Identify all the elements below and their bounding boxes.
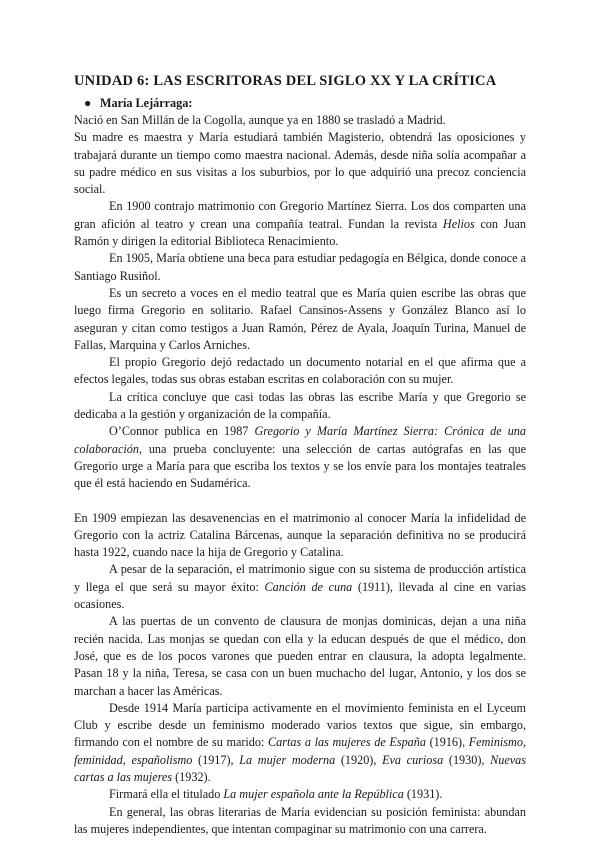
- title-italic: Eva curiosa: [382, 752, 444, 767]
- paragraph-text: Es un secreto a voces en el medio teatral que es María quien escribe las obras que luego firma Gregorio en solitario. Rafael Cansinos-Assens y González Blanco así lo aseguran y citan como testigos a Juan Ramón, Pérez de Ayala, Joaquín Turina, Manuel de Fallas, Marquina y Carlos Arniches.: [74, 285, 526, 352]
- paragraph-text: (1917),: [192, 752, 240, 767]
- document-page: [74, 72, 526, 838]
- paragraph-text: (1920),: [335, 752, 383, 767]
- paragraph-text: Desde 1914 María participa activamente en el movimiento feminista en el Lyceum Club y escribe desde un feminismo moderado varios textos que sigue, sin embargo, firmando con el nombre de su marido:: [74, 700, 526, 750]
- paragraph: [74, 786, 526, 803]
- page-title: UNIDAD 6: LAS ESCRITORAS DEL SIGLO XX Y LA CRÍTICA: [74, 73, 497, 89]
- paragraph-text: En 1909 empiezan las desavenencias en el matrimonio al conocer María la infidelidad de Gregorio con la actriz Catalina Bárcenas, aunque la separación definitiva no se producirá hasta 1922, cuando nace la hija de Gregorio y Catalina.: [74, 510, 526, 560]
- bullet-dot-icon: ●: [84, 96, 92, 110]
- paragraph: [74, 129, 526, 198]
- bullet-item: [84, 95, 526, 112]
- paragraph-text: Nació en San Millán de la Cogolla, aunque ya en 1880 se trasladó a Madrid.: [74, 113, 446, 127]
- paragraph-text: (1916),: [425, 735, 469, 750]
- paragraph-text: El propio Gregorio dejó redactado un documento notarial en el que afirma que a efectos legales, todas sus obras estaban escritas en colaboración con su mujer.: [74, 355, 526, 387]
- paragraph: [74, 198, 526, 250]
- paragraph-text: Su madre es maestra y María estudiará también Magisterio, obtendrá las oposiciones y trabajará durante un tiempo como maestra nacional. Además, desde niña solía acompañar a su padre médico en sus visitas a los suburbios, por lo que adquirió una precoz conciencia social.: [74, 130, 526, 197]
- paragraph-text: En 1905, María obtiene una beca para estudiar pedagogía en Bélgica, donde conoce a Santiago Rusiñol.: [74, 251, 526, 283]
- paragraph: [74, 285, 526, 354]
- paragraph-text: A las puertas de un convento de clausura de monjas dominicas, dejan a una niña recién nacida. Las monjas se quedan con ella y la educan después de que el médico, don José, que es de los pocos varones que pueden entrar en clausura, la adopta legalmente. Pasan 18 y la niña, Teresa, se casa con un buen muchacho del lugar, Antonio, y los dos se marchan a hacer las Américas.: [74, 614, 526, 698]
- section-biography: [74, 112, 526, 493]
- title-italic: Helios: [442, 216, 475, 231]
- paragraph-text: (1932).: [172, 769, 211, 784]
- paragraph: [74, 613, 526, 699]
- paragraph: [74, 561, 526, 613]
- paragraph: [74, 389, 526, 424]
- paragraph-text: La crítica concluye que casi todas las obras las escribe María y que Gregorio se dedicaba a la gestión y organización de la compañía.: [74, 389, 526, 422]
- paragraph: [74, 700, 526, 786]
- paragraph-text: (1930),: [443, 752, 491, 767]
- title-italic: Cartas a las mujeres de España: [268, 735, 426, 750]
- paragraph-text: A pesar de la separación, el matrimonio sigue con su sistema de producción artística y llega el que será su mayor éxito:: [74, 562, 526, 594]
- section-works: [74, 510, 526, 839]
- paragraph-text: O’Connor publica en 1987: [109, 424, 255, 439]
- paragraph-text: (1911), llevada al cine en varias ocasiones.: [74, 579, 526, 612]
- paragraph: [74, 804, 526, 839]
- paragraph: [74, 354, 526, 389]
- paragraph-text: En general, las obras literarias de María evidencian su posición feminista: abundan las mujeres independientes, que intentan compaginar su matrimonio con una carrera.: [74, 804, 526, 836]
- paragraph-text: con Juan Ramón y dirigen la editorial Biblioteca Renacimiento.: [74, 216, 526, 249]
- paragraph: [74, 510, 526, 562]
- title-italic: Canción de cuna: [264, 579, 353, 594]
- title-italic: Nuevas cartas a las mujeres: [74, 752, 526, 784]
- title-italic: La mujer moderna: [239, 752, 336, 767]
- paragraph: [74, 112, 526, 129]
- section-gap: [74, 493, 526, 510]
- paragraph-text: Firmará ella el titulado: [109, 787, 224, 802]
- title-italic: La mujer española ante la República: [223, 787, 404, 802]
- paragraph-text: (1931).: [403, 787, 443, 802]
- paragraph-text: , una prueba concluyente: una selección de cartas autógrafas en las que Gregorio urge a María para que escriba los textos y se los envíe para los montajes teatrales que él está haciendo en Sudamérica.: [74, 441, 526, 491]
- title-italic: Feminismo, feminidad, españolismo: [74, 735, 526, 767]
- paragraph-text: En 1900 contrajo matrimonio con Gregorio Martínez Sierra. Los dos comparten una gran afición al teatro y crean una compañía teatral. Fundan la revista: [74, 199, 526, 231]
- paragraph: [74, 423, 526, 492]
- bullet-label: María Lejárraga:: [100, 96, 193, 110]
- title-italic: Gregorio y María Martínez Sierra: Crónica de una colaboración: [74, 424, 526, 456]
- paragraph: [74, 250, 526, 285]
